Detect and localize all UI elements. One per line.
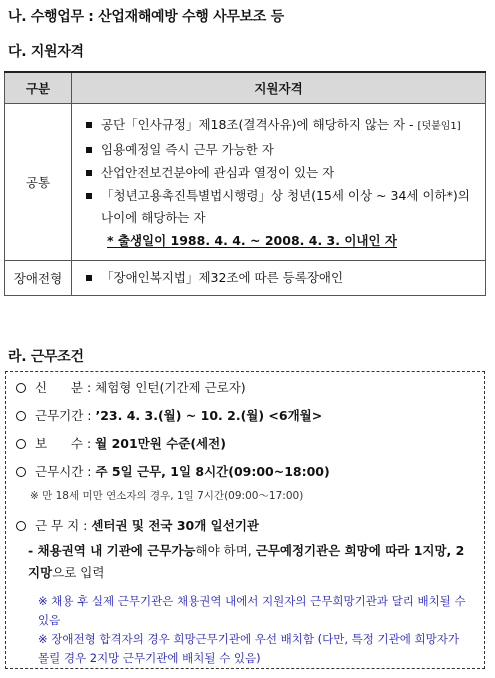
- condition-value: 센터권 및 전국 30개 일선기관: [91, 518, 259, 533]
- condition-label: 근무시간 :: [35, 464, 96, 479]
- square-bullet-icon: [86, 170, 92, 176]
- condition-pay: [16, 434, 226, 452]
- condition-status: [16, 378, 246, 396]
- qualifications-heading: 다. 지원자격: [8, 44, 84, 60]
- circle-bullet-icon: [16, 383, 26, 393]
- circle-bullet-icon: [16, 439, 26, 449]
- square-bullet-icon: [86, 122, 92, 128]
- qualifications-table: [4, 71, 486, 296]
- qualification-text: 임용예정일 즉시 근무 가능한 자: [101, 142, 274, 157]
- list-item: [85, 185, 478, 229]
- circle-bullet-icon: [16, 411, 26, 421]
- attachment-reference: [덧붙임1]: [417, 121, 461, 132]
- square-bullet-icon: [86, 275, 92, 281]
- header-qualification: 지원자격: [72, 72, 486, 104]
- table-row-common: [5, 104, 486, 261]
- birthdate-note: * 출생일이 1988. 4. 4. ~ 2008. 4. 3. 이내인 자: [107, 233, 397, 248]
- list-item: [85, 114, 478, 138]
- table-row-disabled: [5, 261, 486, 296]
- condition-value: 월 201만원 수준(세전): [95, 436, 226, 451]
- text-bold: - 채용권역 내 기관에 근무가능: [28, 543, 196, 558]
- qualification-text: 산업안전보건분야에 관심과 열정이 있는 자: [101, 165, 335, 180]
- placement-note-1: ※ 채용 후 실제 근무기관은 채용권역 내에서 지원자의 근무희망기관과 달리 배치될 수 있음: [38, 594, 466, 627]
- condition-label: 근 무 지 :: [35, 518, 92, 533]
- duty-heading: 나. 수행업무 : 산업재해예방 수행 사무보조 등: [8, 9, 284, 25]
- qualification-text: 공단「인사규정」제18조(결격사유)에 해당하지 않는 자 -: [101, 117, 418, 132]
- condition-label: 보 수 :: [35, 436, 96, 451]
- list-item: [85, 162, 478, 184]
- conditions-box: [5, 371, 485, 669]
- conditions-heading: 라. 근무조건: [8, 349, 84, 365]
- square-bullet-icon: [86, 193, 92, 199]
- region-placement-text: [28, 540, 474, 584]
- disabled-qualification-cell: [72, 261, 486, 296]
- qualification-text: 「청년고용촉진특별법시행령」상 청년(15세 이상 ~ 34세 이하*)의 나이에 해당하는 자: [101, 188, 470, 225]
- condition-place: [16, 516, 259, 534]
- square-bullet-icon: [86, 147, 92, 153]
- hours-note: ※ 만 18세 미만 연소자의 경우, 1일 7시간(09:00～17:00): [30, 490, 304, 502]
- list-item: [85, 139, 478, 161]
- table-header-row: [5, 72, 486, 104]
- common-qualifications-cell: [72, 104, 486, 261]
- text-bold: 근무예정기관은 희망에 따라 1지망, 2지망: [28, 543, 465, 580]
- text-regular: 으로 입력: [52, 565, 105, 580]
- disabled-qualification-list: [73, 262, 484, 294]
- placement-note-2: ※ 장애전형 합격자의 경우 희망근무기관에 우선 배치함 (다만, 특정 기관에 희망자가 몰릴 경우 2지망 근무기관에 배치될 수 있음): [38, 632, 459, 665]
- condition-value: ’23. 4. 3.(월) ~ 10. 2.(월) <6개월>: [95, 408, 323, 423]
- category-disabled: 장애전형: [5, 261, 72, 296]
- condition-value: 체험형 인턴(기간제 근로자): [95, 380, 246, 395]
- condition-hours: [16, 462, 330, 480]
- common-qualification-list: [73, 105, 484, 259]
- condition-period: [16, 406, 322, 424]
- condition-value: 주 5일 근무, 1일 8시간(09:00~18:00): [95, 464, 330, 479]
- condition-label: 신 분 :: [35, 380, 96, 395]
- condition-label: 근무기간 :: [35, 408, 96, 423]
- circle-bullet-icon: [16, 521, 26, 531]
- circle-bullet-icon: [16, 467, 26, 477]
- text-regular: 해야 하며,: [195, 543, 256, 558]
- qualification-text: 「장애인복지법」제32조에 따른 등록장애인: [101, 270, 344, 285]
- category-common: 공통: [5, 104, 72, 261]
- header-category: 구분: [5, 72, 72, 104]
- list-item: [85, 267, 478, 289]
